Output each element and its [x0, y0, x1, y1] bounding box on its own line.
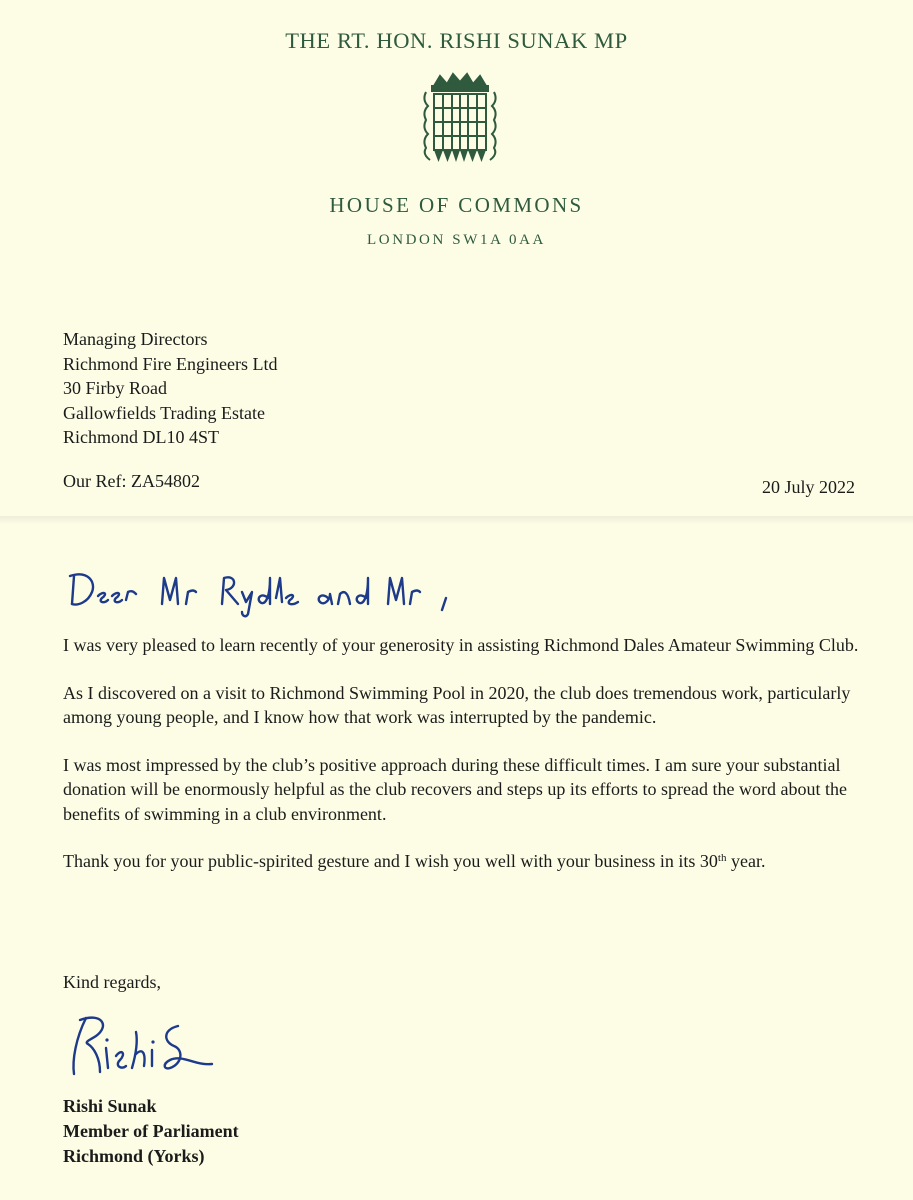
letterhead-institution: HOUSE OF COMMONS — [329, 193, 584, 217]
address-line: Richmond DL10 4ST — [63, 427, 219, 447]
recipient-address — [63, 327, 277, 450]
letterhead-location: LONDON SW1A 0AA — [367, 232, 546, 248]
reference-number: Our Ref: ZA54802 — [63, 471, 200, 491]
last-paragraph-tail: year. — [726, 851, 766, 871]
paper-fold-line — [0, 516, 913, 524]
address-line: Richmond Fire Engineers Ltd — [63, 353, 278, 374]
letterhead-title: THE RT. HON. RISHI SUNAK MP — [285, 28, 628, 53]
signatory-name: Rishi Sunak — [63, 1096, 157, 1116]
handwritten-signature — [66, 1008, 226, 1084]
ordinal-suffix: th — [717, 852, 727, 864]
body-paragraph: I was very pleased to learn recently of your generosity in assisting Richmond Dales Amateur Swimming Club. — [63, 635, 859, 655]
body-paragraph-last — [63, 849, 863, 874]
portcullis-icon — [420, 72, 500, 164]
closing-line: Kind regards, — [63, 972, 161, 992]
letter-date: 20 July 2022 — [761, 477, 855, 497]
last-paragraph-text: Thank you for your public-spirited gesture and I wish you well with your business in its 30 — [63, 851, 718, 871]
handwritten-salutation — [66, 560, 456, 620]
letter-body — [63, 633, 863, 897]
signatory-constituency: Richmond (Yorks) — [63, 1146, 205, 1166]
address-line: Managing Directors — [63, 329, 208, 349]
address-line: 30 Firby Road — [63, 378, 168, 398]
address-line: Gallowfields Trading Estate — [63, 402, 265, 423]
signatory-block — [63, 1094, 239, 1169]
body-paragraph: As I discovered on a visit to Richmond Swimming Pool in 2020, the club does tremendous work, particularly among young people, and I know how that work was interrupted by the pandemic. — [63, 682, 851, 727]
signatory-role: Member of Parliament — [63, 1121, 239, 1141]
body-paragraph: I was most impressed by the club’s positive approach during these difficult times. I am sure your substantial donation will be enormously helpful as the club recovers and steps up its efforts to spread the word about the benefits of swimming in a club environment. — [63, 754, 847, 824]
